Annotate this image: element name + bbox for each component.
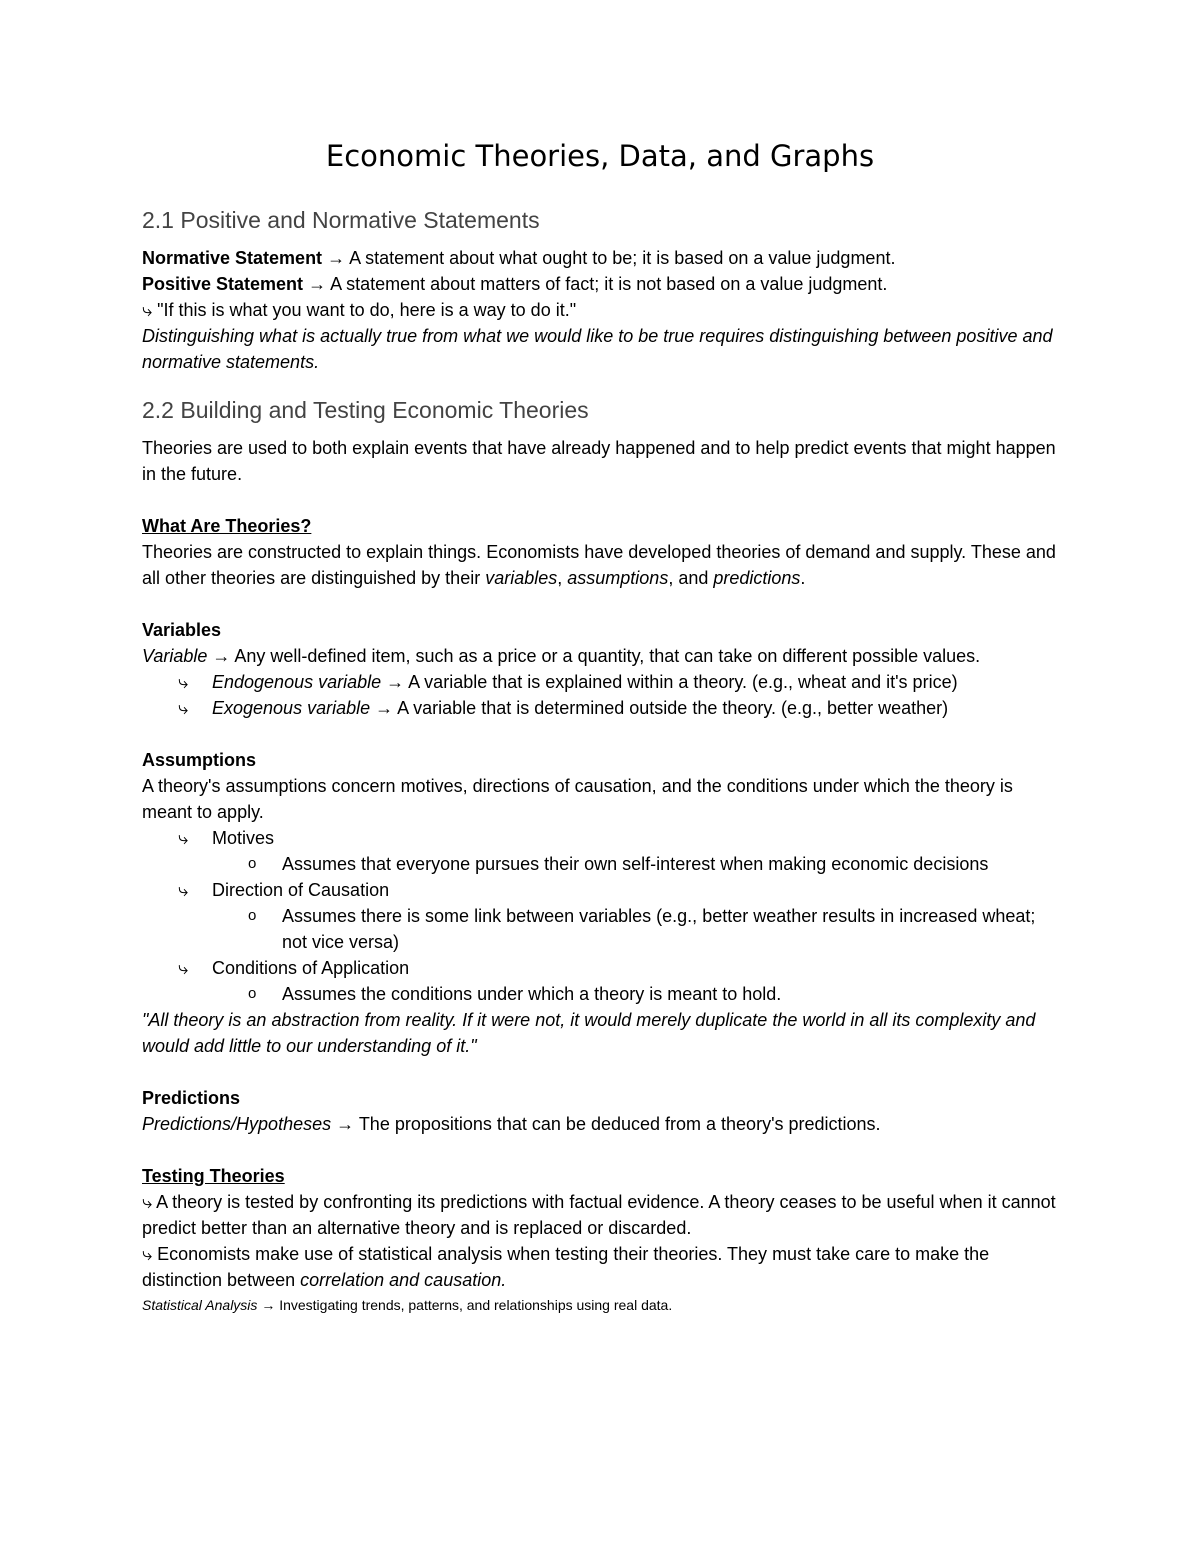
conditions-label: Conditions of Application xyxy=(212,958,410,978)
endogenous-item xyxy=(142,669,1062,695)
statistical-analysis-definition xyxy=(142,1295,1062,1315)
endogenous-text: A variable that is explained within a theory. (e.g., wheat and it's price) xyxy=(408,672,958,692)
period: . xyxy=(800,568,806,588)
italic-note-text: Distinguishing what is actually true from what we would like to be true requires distinguishing between positive and normative statements. xyxy=(142,326,1053,372)
normative-definition xyxy=(142,245,1062,271)
arrow-icon: → xyxy=(375,698,394,718)
document-title: Economic Theories, Data, and Graphs xyxy=(325,139,875,173)
arrow-icon: → xyxy=(386,672,405,692)
conditions-item xyxy=(142,955,1062,981)
hook-arrow-icon: ⤷ xyxy=(178,828,189,848)
testing-text-2: Economists make use of statistical analysis when testing their theories. They must take care to make the distinction between xyxy=(142,1244,990,1290)
abstraction-quote-text: "All theory is an abstraction from reality. If it were not, it would merely duplicate the world in all its complexity and would add little to our understanding of it." xyxy=(142,1010,1036,1056)
causation-label: Direction of Causation xyxy=(212,880,390,900)
normative-text: A statement about what ought to be; it is based on a value judgment. xyxy=(349,248,896,268)
testing-theories-text: Testing Theories xyxy=(142,1166,285,1186)
hook-arrow-icon: ⤷ xyxy=(142,1192,153,1212)
positive-term: Positive Statement xyxy=(142,274,304,294)
motives-item xyxy=(142,825,1062,851)
arrow-icon: → xyxy=(336,1114,355,1134)
separator: , xyxy=(557,568,568,588)
motives-subtext: Assumes that everyone pursues their own self-interest when making economic decisions xyxy=(282,854,989,874)
predictions-term: Predictions/Hypotheses xyxy=(142,1114,332,1134)
exogenous-item xyxy=(142,695,1062,721)
hook-arrow-icon: ⤷ xyxy=(142,1244,153,1264)
exogenous-text: A variable that is determined outside the theory. (e.g., better weather) xyxy=(397,698,949,718)
quote-line xyxy=(142,297,1062,323)
statistical-analysis-term: Statistical Analysis xyxy=(142,1297,258,1313)
motives-label: Motives xyxy=(212,828,275,848)
variable-text: Any well-defined item, such as a price or a quantity, that can take on different possible values. xyxy=(234,646,981,666)
arrow-icon: → xyxy=(212,646,231,666)
testing-paragraph-1 xyxy=(142,1189,1062,1241)
hook-arrow-icon: ⤷ xyxy=(178,880,189,900)
arrow-icon: → xyxy=(261,1297,276,1313)
section-heading-2-1: 2.1 Positive and Normative Statements xyxy=(142,207,540,233)
assumptions-heading-text: Assumptions xyxy=(142,750,257,770)
variable-term: Variable xyxy=(142,646,208,666)
conditions-subitem xyxy=(142,981,1062,1007)
circle-bullet-icon: o xyxy=(248,985,257,1002)
hook-arrow-icon: ⤷ xyxy=(178,672,189,692)
theories-intro: Theories are used to both explain events that have already happened and to help predict events that might happen in the future. xyxy=(142,438,1056,484)
what-text: Theories are constructed to explain things. Economists have developed theories of demand and supply. These and all other theories are distinguished by their xyxy=(142,542,1056,588)
variables-heading-text: Variables xyxy=(142,620,222,640)
term-assumptions: assumptions xyxy=(567,568,669,588)
hook-arrow-icon: ⤷ xyxy=(178,958,189,978)
assumptions-text: A theory's assumptions concern motives, directions of causation, and the conditions under which the theory is meant to apply. xyxy=(142,776,1013,822)
statistical-analysis-text: Investigating trends, patterns, and relationships using real data. xyxy=(279,1297,673,1313)
positive-text: A statement about matters of fact; it is not based on a value judgment. xyxy=(330,274,888,294)
motives-subitem xyxy=(142,851,1062,877)
what-are-theories-text: What Are Theories? xyxy=(142,516,312,536)
document-body xyxy=(142,205,1062,1315)
variables-heading xyxy=(142,617,1062,643)
term-variables: variables xyxy=(485,568,558,588)
testing-theories-heading xyxy=(142,1163,1062,1189)
italic-note xyxy=(142,323,1062,375)
predictions-heading-text: Predictions xyxy=(142,1088,241,1108)
quote-text: "If this is what you want to do, here is a way to do it." xyxy=(157,300,577,320)
circle-bullet-icon: o xyxy=(248,855,257,872)
exogenous-term: Exogenous variable xyxy=(212,698,371,718)
term-predictions: predictions xyxy=(713,568,801,588)
arrow-icon: → xyxy=(327,248,346,268)
separator: , and xyxy=(668,568,714,588)
variable-definition xyxy=(142,643,1062,669)
predictions-definition xyxy=(142,1111,1062,1137)
causation-subtext: Assumes there is some link between variables (e.g., better weather results in increased wheat; not vice versa) xyxy=(282,906,1036,952)
what-are-theories-paragraph xyxy=(142,539,1062,591)
causation-item xyxy=(142,877,1062,903)
normative-term: Normative Statement xyxy=(142,248,323,268)
endogenous-term: Endogenous variable xyxy=(212,672,382,692)
circle-bullet-icon: o xyxy=(248,907,257,924)
arrow-icon: → xyxy=(308,274,327,294)
correlation-causation: correlation and causation. xyxy=(300,1270,507,1290)
testing-text-1: A theory is tested by confronting its predictions with factual evidence. A theory ceases to be useful when it cannot predict better than an alternative theory and is replaced or discarded. xyxy=(142,1192,1056,1238)
abstraction-quote xyxy=(142,1007,1062,1059)
causation-subitem xyxy=(142,903,1062,955)
assumptions-heading xyxy=(142,747,1062,773)
predictions-heading xyxy=(142,1085,1062,1111)
section-heading-2-2: 2.2 Building and Testing Economic Theories xyxy=(142,397,589,423)
what-are-theories-heading xyxy=(142,513,1062,539)
conditions-subtext: Assumes the conditions under which a theory is meant to hold. xyxy=(282,984,782,1004)
testing-paragraph-2 xyxy=(142,1241,1062,1293)
predictions-text: The propositions that can be deduced from a theory's predictions. xyxy=(358,1114,881,1134)
hook-arrow-icon: ⤷ xyxy=(178,698,189,718)
positive-definition xyxy=(142,271,1062,297)
hook-arrow-icon: ⤷ xyxy=(142,300,153,320)
